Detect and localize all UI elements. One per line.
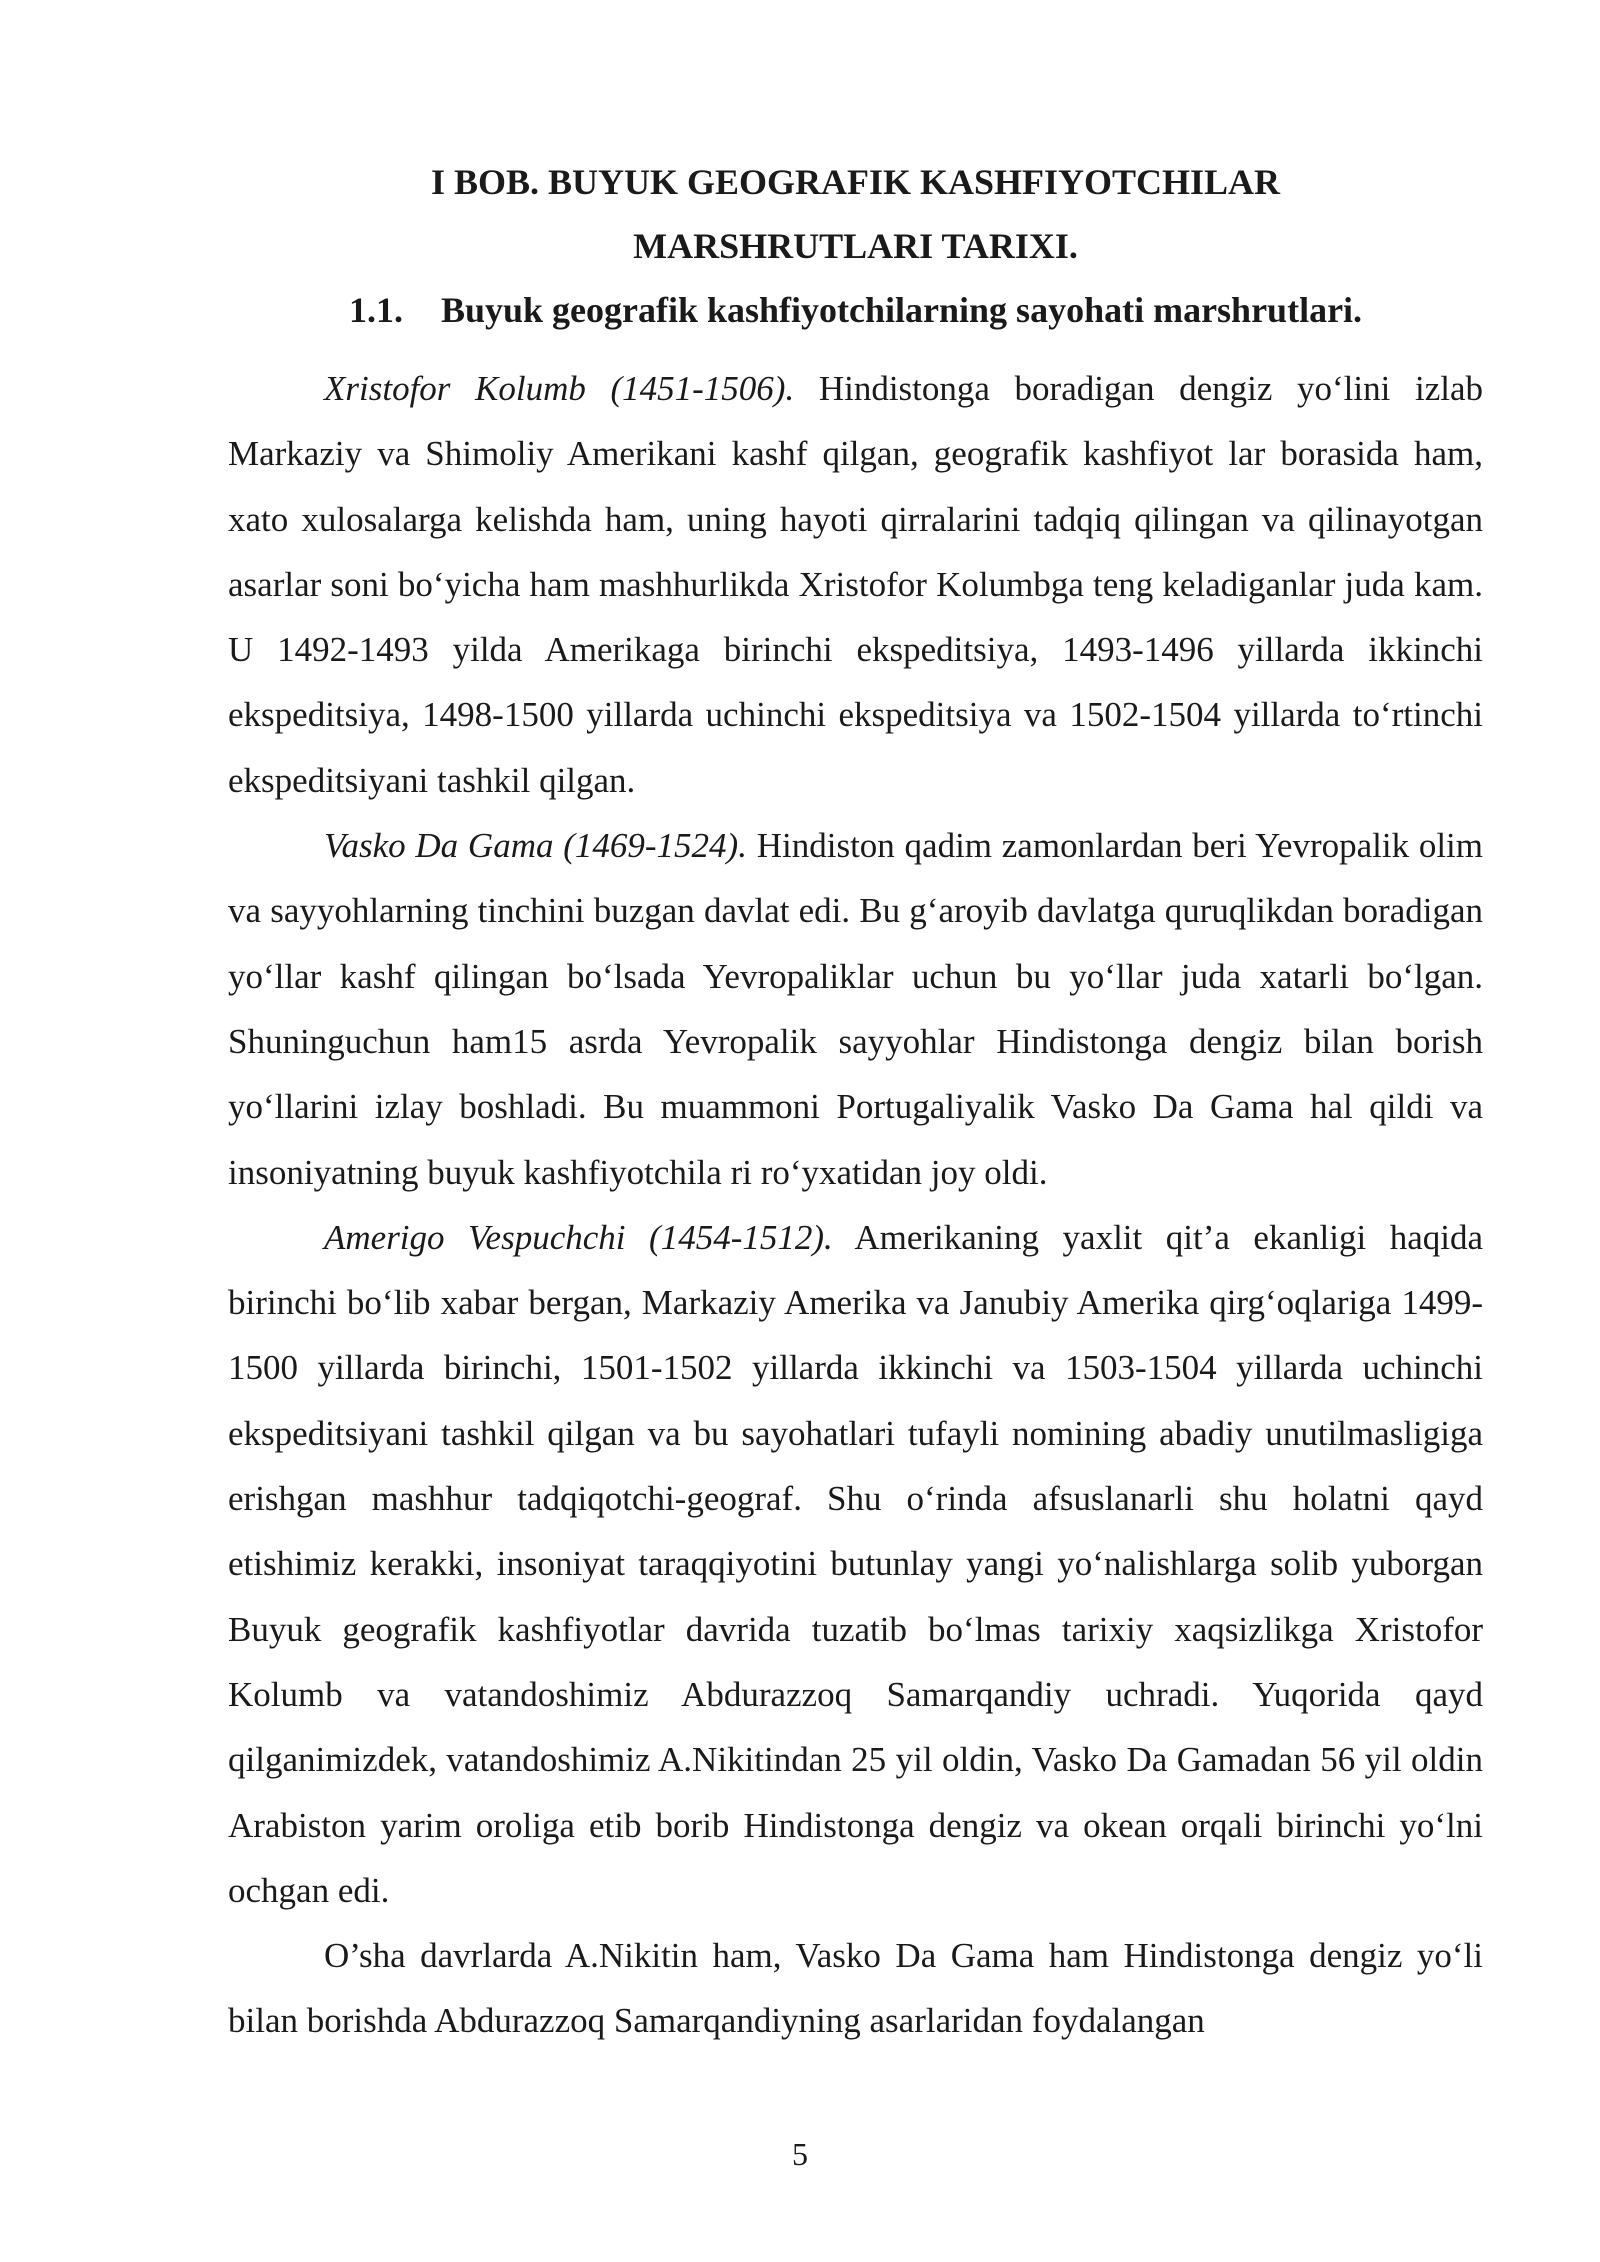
- section-heading: [228, 278, 1483, 342]
- paragraph-text: O’sha davrlarda A.Nikitin ham, Vasko Da Gama ham Hindistonga dengiz yo‘li bilan borishda Abdurazzoq Samarqandiyning asarlaridan foydalangan: [228, 1936, 1483, 2041]
- section-title: Buyuk geografik kashfiyotchilarning sayohati marshrutlari.: [440, 290, 1363, 330]
- document-page: [228, 150, 1483, 2054]
- section-number: 1.1.: [348, 290, 403, 330]
- paragraph-name: Xristofor Kolumb (1451-1506).: [324, 369, 795, 408]
- paragraph-da-gama: [228, 813, 1483, 1205]
- paragraph-vespuchchi: [228, 1205, 1483, 1923]
- chapter-title-line2: MARSHRUTLARI TARIXI.: [633, 226, 1078, 266]
- paragraph-text: Hindistonga boradigan dengiz yo‘lini izlab Markaziy va Shimoliy Amerikani kashf qilgan, geografik kashfiyot lar borasida ham, xato xulosalarga kelishda ham, uning hayoti qirralarini tadqiq qilingan va qilinayotgan asarlar soni bo‘yicha ham mashhurlikda Xristofor Kolumbga teng keladiganlar juda kam. U 1492-1493 yilda Amerikaga birinchi ekspeditsiya, 1493-1496 yillarda ikkinchi ekspeditsiya, 1498-1500 yillarda uchinchi ekspeditsiya va 1502-1504 yillarda to‘rtinchi ekspeditsiyani tashkil qilgan.: [228, 369, 1483, 800]
- paragraph-name: Amerigo Vespuchchi (1454-1512).: [324, 1217, 833, 1257]
- chapter-title-line1: I BOB. BUYUK GEOGRAFIK KASHFIYOTCHILAR: [430, 162, 1281, 202]
- paragraph-name: Vasko Da Gama (1469-1524).: [324, 826, 747, 866]
- paragraph-text: Amerikaning yaxlit qit’a ekanligi haqida birinchi bo‘lib xabar bergan, Markaziy Amerika va Janubiy Amerika qirg‘oqlariga 1499-1500 yillarda birinchi, 1501-1502 yillarda ikkinchi va 1503-1504 yillarda uchinchi ekspeditsiyani tashkil qilgan va bu sayohatlari tufayli nomining abadiy unutilmasligiga erishgan mashhur tadqiqotchi-geograf. Shu o‘rinda afsuslanarli shu holatni qayd etishimiz kerakki, insoniyat taraqqiyotini butunlay yangi yo‘nalishlarga solib yuborgan Buyuk geografik kashfiyotlar davrida tuzatib bo‘lmas tarixiy xaqsizlikga Xristofor Kolumb va vatandoshimiz Abdurazzoq Samarqandiy uchradi. Yuqorida qayd qilganimizdek, vatandoshimiz A.Nikitindan 25 yil oldin, Vasko Da Gamadan 56 yil oldin Arabiston yarim oroliga etib borib Hindistonga dengiz va okean orqali birinchi yo‘lni ochgan edi.: [228, 1217, 1483, 1910]
- page-number: 5: [792, 2136, 808, 2172]
- paragraph-text: Hindiston qadim zamonlardan beri Yevropalik olim va sayyohlarning tinchini buzgan davlat edi. Bu g‘aroyib davlatga quruqlikdan boradigan yo‘llar kashf qilingan bo‘lsada Yevropaliklar uchun bu yo‘llar juda xatarli bo‘lgan. Shuninguchun ham15 asrda Yevropalik sayyohlar Hindistonga dengiz bilan borish yo‘llarini izlay boshladi. Bu muammoni Portugaliyalik Vasko Da Gama hal qildi va insoniyatning buyuk kashfiyotchila ri ro‘yxatidan joy oldi.: [228, 826, 1484, 1192]
- paragraph-nikitin: [228, 1923, 1483, 2054]
- paragraph-kolumb: [228, 356, 1483, 813]
